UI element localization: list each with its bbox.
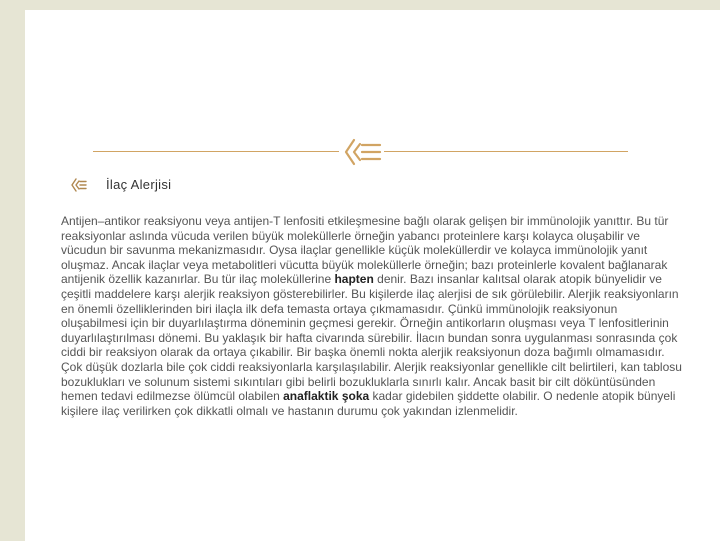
term-anaflaktik-soka: anaflaktik şoka bbox=[283, 389, 370, 404]
divider-left bbox=[93, 151, 339, 152]
divider-right bbox=[384, 151, 628, 152]
body-paragraph bbox=[61, 214, 686, 418]
body-text-part-1: Antijen–antikor reaksiyonu veya antijen-T lenfositi etkileşmesine bağlı olarak gelişen bir immünolojik yanıttır. Bu tür reaksiyonlar aslında vücuda verilen büyük moleküllerle örneğin yabancı proteinlere karşı kolayca oluşabilir ve vücudun bir savunma mekanizmasıdır. Oysa ilaçlar genellikle küçük moleküllerdir ve kolayca immünolojik yanıt oluşmaz. Ancak ilaçlar veya metabolitleri vücutta büyük moleküllerle örneğin; bazı proteinlerle kovalent bağlanarak antijenik özellik kazanırlar. Bu tür ilaç moleküllerine bbox=[61, 214, 669, 287]
body-text-part-2: denir. Bazı insanlar kalıtsal olarak atopik bünyelidir ve çeşitli maddelere karşı alerjik reaksiyon gösterebilirler. Bu kişilerde ilaç alerjisi de sık görülebilir. Alerjik reaksiyonların en önemli özelliklerinden biri ilaçla ilk defa temasta ortaya çıkmamasıdır. Çünkü immünolojik reaksiyonun oluşabilmesi için bir duyarlılaştırma döneminin geçmesi gerekir. Örneğin antikorların oluşması veya T lenfositlerinin duyarlılaştırılması dönemi. Bu yaklaşık bir hafta civarında sürebilir. İlacın bundan sonra uygulanması sonrasında çok ciddi bir reaksiyon olarak da ortaya çıkabilir. Bir başka önemli nokta alerjik reaksiyonun doza bağımlı olmamasıdır. Çok düşük dozlarla bile çok ciddi reaksiyonlarla karşılaşılabilir. Alerjik reaksiyonlar genellikle cilt belirtileri, kan tablosu bozuklukları ve solunum sistemi sıkıntıları gibi belirli bozukluklarla sınırlı kalır. Ancak basit bir cilt döküntüsünden hemen tedavi edilmezse ölümcül olabilen bbox=[61, 272, 682, 404]
slide-heading: İlaç Alerjisi bbox=[106, 177, 172, 192]
body-text-part-3: kadar gidebilen şiddette olabilir. O nedenle atopik bünyeli kişilere ilaç verilirken çok dikkatli olmalı ve hastanın durumu çok yakından izlenmelidir. bbox=[61, 389, 676, 418]
bracket-arrow-bullet-icon bbox=[71, 177, 87, 193]
bracket-arrow-ornament-icon bbox=[342, 137, 382, 167]
term-hapten: hapten bbox=[334, 272, 374, 287]
